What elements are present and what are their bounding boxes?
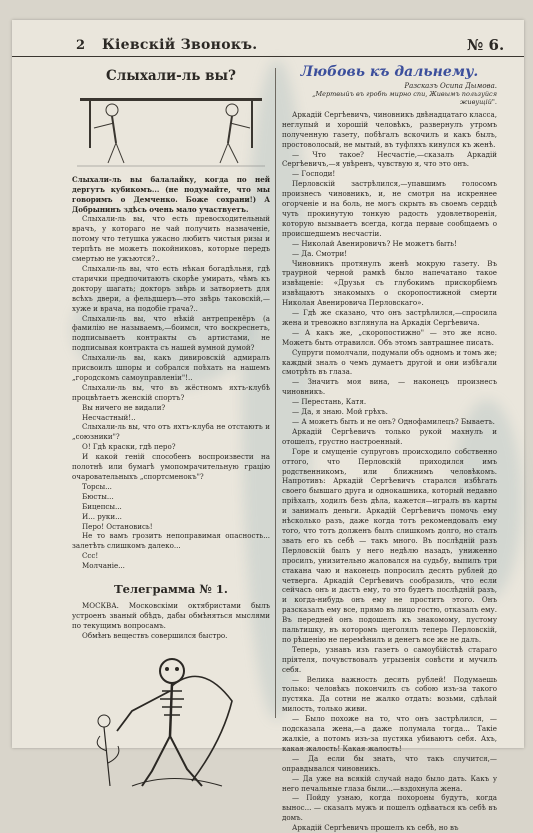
- paragraph: И... руки...: [82, 511, 122, 521]
- paragraph: Горе и смущеніе супруговъ происходило собственно оттого, что Перловскій приходился имъ родственникомъ, или ближнимъ человѣкомъ. Напротивъ: Аркадій Сергѣевичъ старался избѣгать своего бывшаго друга и однокашника, который недавно пріѣхалъ, ходилъ безъ дѣла, кажется—игралъ въ карты и занималъ деньги. Аркадій Сергѣевичъ помочь ему нѣсколько разъ, даже когда тотъ рекомендовалъ ему того, что тотъ долженъ былъ слишкомъ долго, но сталъ звать его къ себѣ — такъ много. Въ послѣдній разъ Перловскій былъ у него недѣлю назадъ, униженно просилъ, унизительно жаловался на судьбу, выпилъ три стакана чаю и наконецъ попросилъ десять рублей до четверга. Аркадій Сергѣевичъ сообразилъ, что если сейчасъ онъ и дастъ ему, то это будетъ послѣдній разъ, и когда-нибудь онъ ему не проститъ этого. Онъ разсказалъ ему все, прямо въ лицо гостю, отказалъ ему. Въ передней онъ подошелъ къ знакомому, пустому пальтишку, въ которомъ щеголялъ теперь Перловскій, по рѣшенію не перемѣнилъ и денегъ все же не далъ.: [282, 446, 497, 644]
- right-column: [282, 66, 497, 833]
- paragraph: И какой геній способенъ воспроизвести на полотнѣ или бумагѣ умопомрачительную грацію очаровательныхъ „спортсменокъ"?: [72, 452, 270, 481]
- story-title: Любовь къ дальнему.: [300, 64, 479, 80]
- paragraph: О! Гдѣ краски, гдѣ перо?: [82, 442, 176, 452]
- paragraph: Слыхали-ль вы, какъ дивировскій адмиралъ присвоилъ шпоры и собрался поѣхать на нашемъ „городскомъ самоуправленіи"!..: [72, 353, 270, 382]
- paragraph: Обмѣнъ веществъ совершился быстро.: [82, 630, 228, 640]
- paragraph: — Было похоже на то, что онъ застрѣлился, — подсказала жена,—а даже полумала тогда... Такіе жалкіе, а потомъ изъ-за пустяка убиваютъ себя. Ахъ, какая жалость! Какая жалость!: [282, 714, 497, 753]
- left-column: [72, 66, 270, 794]
- paragraph: Аркадій Сергѣевичъ, чиновникъ двѣнадцатаго класса, неглупый и хорошій человѣкъ, развернулъ утромъ полученную газету, побѣгалъ вскочилъ и какъ былъ, простоволосый, не мытый, въ туфляхъ кинулся къ женѣ.: [282, 109, 497, 149]
- paragraph: Перо! Остановись!: [82, 521, 153, 531]
- paragraph: Не то вамъ грозитъ непоправимая опасность... залетѣть слишкомъ далеко...: [72, 531, 270, 551]
- death-reaper-illustration: [72, 641, 270, 791]
- paragraph: — Пойду узнаю, когда похороны будутъ, когда вынос... — сказалъ мужъ и пошелъ одѣваться къ себѣ въ домъ.: [282, 793, 497, 823]
- issue-number: № 6.: [467, 36, 505, 54]
- paragraph: — Перестань, Катя.: [292, 397, 367, 407]
- paragraph: — Да. Смотри!: [292, 248, 348, 258]
- paragraph: — А какъ же, „скоропостижно" — это же ясно. Можетъ быть отравился. Объ этомъ завтрашнее писать.: [282, 327, 497, 347]
- paragraph: Слыхали-ль вы, что отъ яхтъ-клуба не отстаютъ и „союзники"?: [72, 422, 270, 442]
- paragraph: — Что такое? Несчастіе,—сказалъ Аркадій Сергѣевичъ,—я увѣренъ, чувствую я, что это онъ.: [282, 149, 497, 169]
- paragraph: Чиновникъ протянулъ женѣ мокрую газету. Въ траурной черной рамкѣ было напечатано такое извѣщеніе: «Друзья съ глубокимъ прискорбіемъ извѣщаютъ знакомыхъ о скоропостижной смерти Николая Авенировича Перловскаго».: [282, 258, 497, 308]
- paragraph: — Да, я знаю. Мой грѣхъ.: [292, 407, 388, 417]
- paragraph: Несчастный!..: [82, 412, 136, 422]
- paragraph: Супруги помолчали, подумали объ одномъ и томъ же; каждый зналъ о чемъ думаетъ другой и они избѣгали смотрѣть въ глаза.: [282, 347, 497, 377]
- paragraph: Вы ничего не видали?: [82, 402, 166, 412]
- paragraph: Перловскій застрѣлился,—упавшимъ голосомъ произнесъ чиновникъ, и, не смотря на искреннее огорченіе и на боль, не могъ скрыть въ своемъ сердцѣ чуть прокинутую тонкую радость удовлетворенія, которую вызываетъ всегда, когда первые сообщаемъ о происшедшемъ несчастіи.: [282, 179, 497, 238]
- paragraph: Слыхали-ль вы, что есть нѣкая богадѣльня, гдѣ старички предпочитаютъ скорѣе умирать, чѣмъ къ доктору шагать; докторъ звѣрь и затворяетъ для всѣхъ двери, а фельдшеръ—это звѣрь таковскій,—хуже и врача, на подобіе грача?..: [72, 263, 270, 313]
- paragraph: Торсы...: [82, 481, 112, 491]
- story-author: Разсказъ Осипа Дымова.: [404, 81, 497, 90]
- paragraph: — Велика важность десять рублей! Подумаешь только: человѣкъ покончилъ съ собою изъ-за такого пустяка. Да сотни не жалко отдать: возьми, сдѣлай милость, только живи.: [282, 674, 497, 714]
- column-divider: [275, 68, 276, 718]
- paragraph: — Значитъ моя вина, — наконецъ произнесъ чиновникъ.: [282, 377, 497, 397]
- newspaper-page: [12, 20, 524, 833]
- paragraph: Бицепсы...: [82, 501, 122, 511]
- section-heading: Слыхали-ль вы?: [106, 68, 236, 84]
- paragraph: Слыхали-ль вы, что нѣкій антрепренёръ (а фамилію не называемъ,—боимся, что воскреснетъ, подписываетъ контракты съ артистами, не подписывая контракта съ нашей вумной думой?: [72, 313, 270, 353]
- telegram-heading: Телеграмма № 1.: [114, 582, 228, 597]
- paragraph: Слыхали-ль вы, что есть превосходительный врачъ, у котораго не чай получить назначеніе, потому что тетушка ужасно любитъ чистыя ризы и терпѣть не можетъ покойниковъ, которые передъ смертью не ужъются?..: [72, 214, 270, 264]
- story-epigraph: „Мертвыйъ въ гробѣ мирно спи, Живымъ пользуйся живущій".: [312, 89, 497, 106]
- paragraph: Аркадій Сергѣевичъ только рукой махнулъ и отошелъ, грустно настроенный.: [282, 426, 497, 446]
- paragraph: — Николай Авенировичъ? Не можетъ быть!: [292, 238, 457, 248]
- paragraph: Бюсты...: [82, 491, 114, 501]
- paragraph: Теперь, узнавъ изъ газетъ о самоубійствѣ стараго пріятеля, почувствовалъ угрызенія совѣсти и мучилъ себя.: [282, 644, 497, 674]
- paragraph: — А можетъ быть и не онъ? Однофамилецъ? Бываетъ.: [292, 417, 495, 426]
- paragraph: Аркадій Сергѣевичъ прошелъ къ себѣ, но въ: [292, 823, 459, 833]
- paragraph: Ссс!: [82, 551, 99, 561]
- paragraph: Слыхали-ль вы балалайку, когда по ней дергутъ кубикомъ... (не подумайте, что мы говоримъ о Демченко. Боже сохрани!) А Добрынинъ здѣсь очень мало участвуетъ.: [72, 174, 270, 214]
- paragraph: Слыхали-ль вы, что въ жёстномъ яхтъ-клубѣ процвѣтаетъ женскій спортъ?: [72, 382, 270, 402]
- paragraph: — Да уже на всякій случай надо было дать. Какъ у него печальные глаза были...—вздохнула жена.: [282, 773, 497, 793]
- paragraph: — Да если бы знать, что такъ случится,—оправдывался чиновникъ.: [282, 753, 497, 773]
- page-number: 2: [76, 38, 86, 53]
- page-header: [12, 34, 524, 57]
- paragraph: — Гдѣ же сказано, что онъ застрѣлился,—спросила жена и тревожно взглянула на Аркадія Сергѣевича.: [282, 308, 497, 327]
- paragraph: МОСКВА. Московскіми октябристами былъ устроенъ званый обѣдъ, дабы обмѣняться мыслями по текущимъ вопросамъ.: [72, 600, 270, 630]
- paragraph: — Господи!: [292, 169, 336, 179]
- newspaper-title: Кіевскій Звонокъ.: [102, 37, 258, 53]
- eavesdroppers-illustration: [72, 88, 270, 168]
- paragraph: Молчаніе...: [82, 561, 125, 571]
